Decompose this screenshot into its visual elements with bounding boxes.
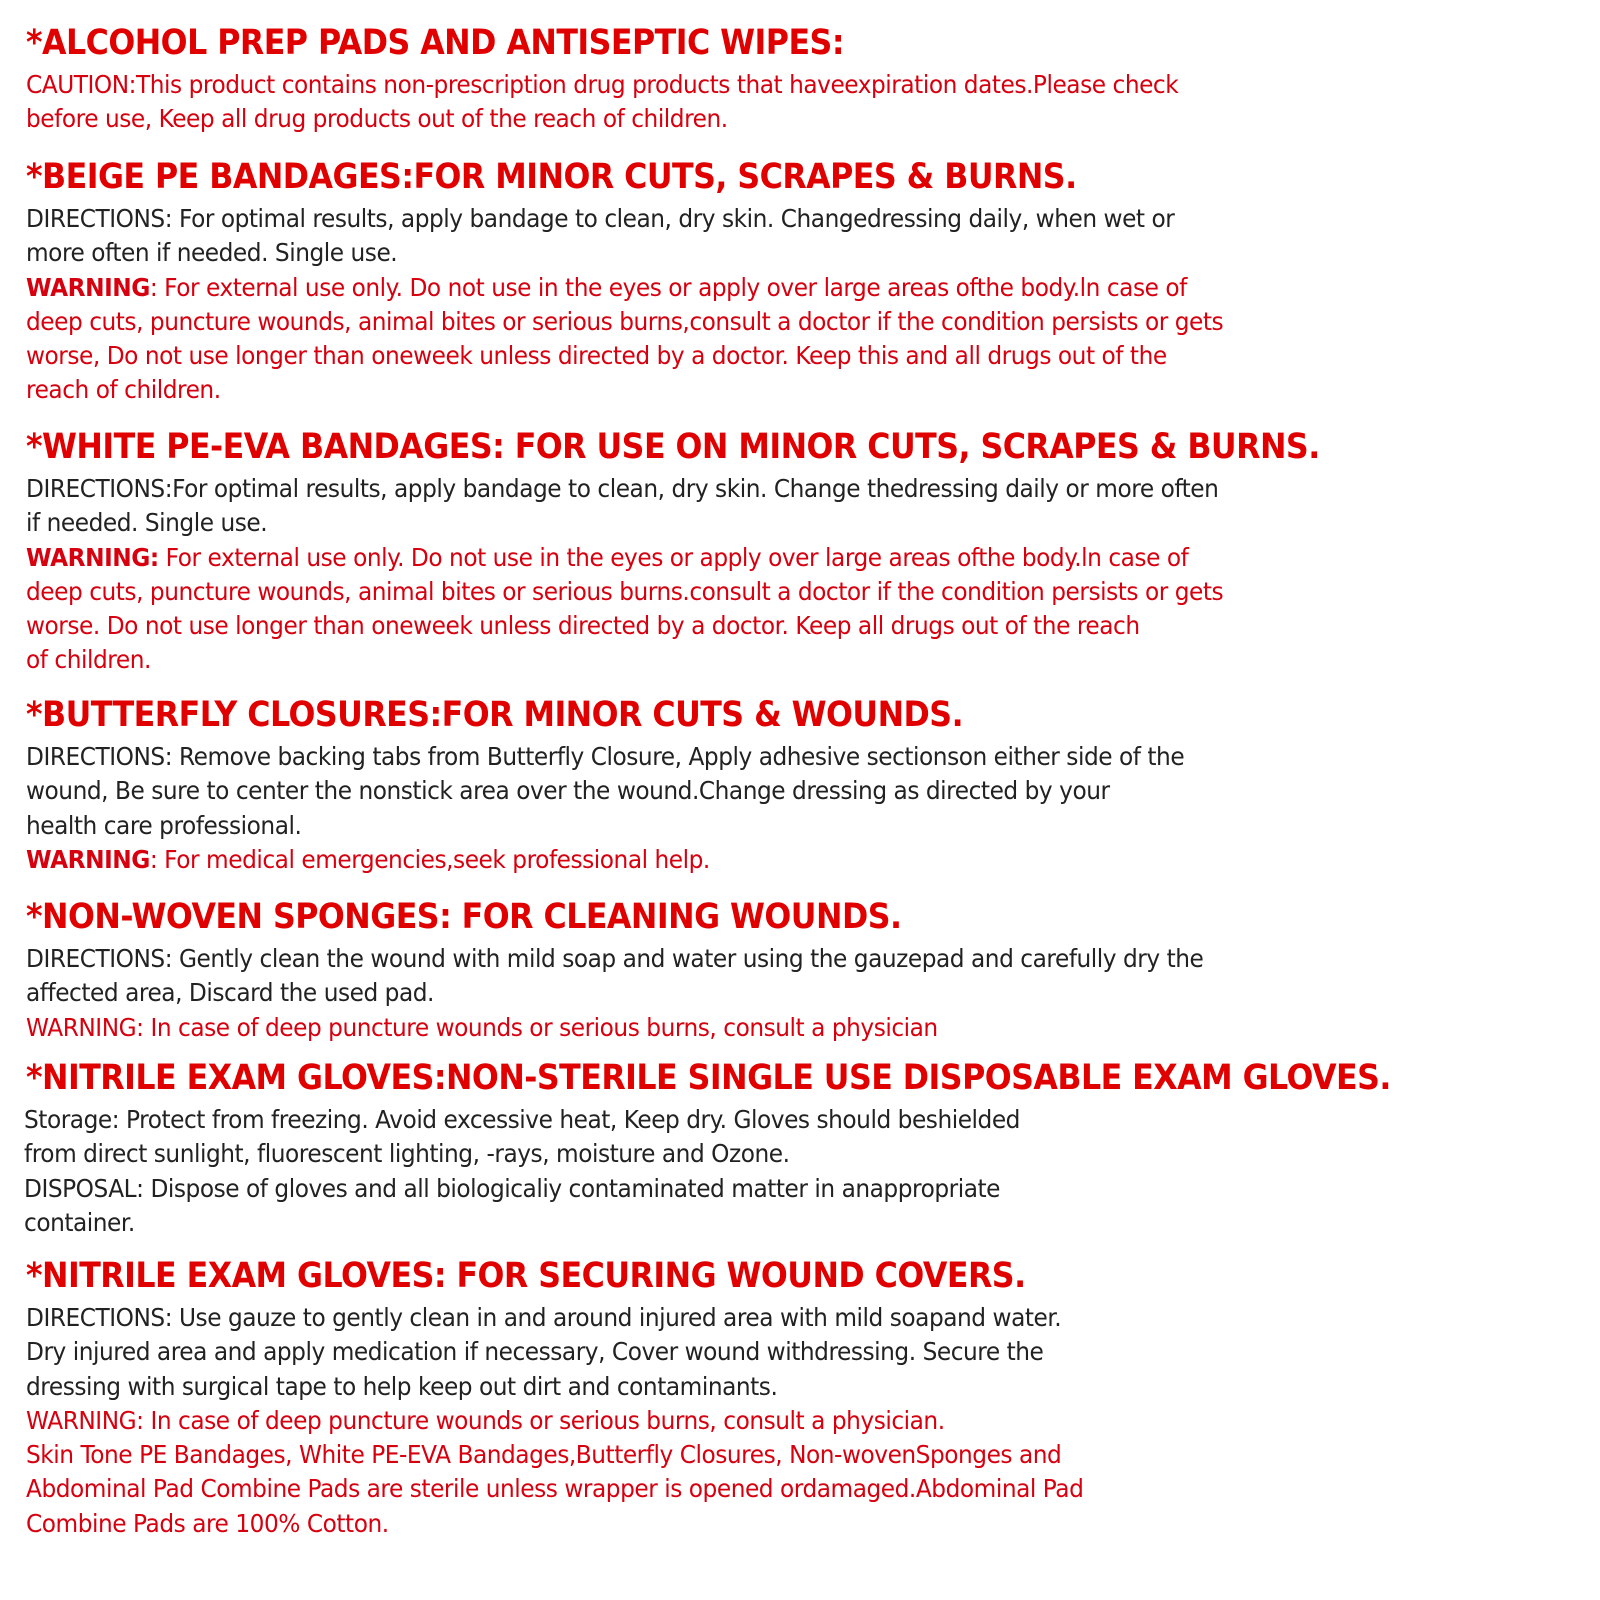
section-heading: *NITRILE EXAM GLOVES: FOR SECURING WOUND COVERS. [26,1256,1026,1296]
warning-line [26,541,1355,575]
section-nitrile-gloves-wound-covers [26,1253,1163,1541]
warning-line [26,843,1184,877]
warning-line: WARNING: In case of deep puncture wounds or serious burns, consult a physician [26,1012,938,1042]
warning-line: WARNING: In case of deep puncture wounds or serious burns, consult a physician. [26,1405,945,1435]
section-alcohol-prep-pads [26,20,1265,137]
warning-label: WARNING [26,272,150,302]
section-heading: *WHITE PE-EVA BANDAGES: FOR USE ON MINOR CUTS, SCRAPES & BURNS. [26,427,1320,467]
warning-line: deep cuts, puncture wounds, animal bites or serious burns.consult a doctor if the condition persists or gets [26,576,1224,606]
section-heading: *NON-WOVEN SPONGES: FOR CLEANING WOUNDS. [26,897,902,937]
caution-line: CAUTION:This product contains non-prescription drug products that haveexpiration dates.Please check [26,70,1179,99]
directions-line: wound, Be sure to center the nonstick area over the wound.Change dressing as directed by your [26,776,1110,806]
warning-line [26,271,1223,305]
directions-line: DIRECTIONS: For optimal results, apply bandage to clean, dry skin. Changedressing daily, when wet or [26,204,1175,233]
section-heading: *NITRILE EXAM GLOVES:NON-STERILE SINGLE USE DISPOSABLE EXAM GLOVES. [26,1058,1391,1098]
warning-line: worse, Do not use longer than oneweek unless directed by a doctor. Keep this and all drugs out of the [26,341,1167,371]
warning-line: reach of children. [26,375,221,405]
warning-line: deep cuts, puncture wounds, animal bites or serious burns,consult a doctor if the condition persists or gets [26,306,1224,336]
warning-text: For external use only. Do not use in the eyes or apply over large areas ofthe body.ln case of [158,542,1189,572]
section-heading: *BEIGE PE BANDAGES:FOR MINOR CUTS, SCRAPES & BURNS. [26,157,1077,197]
warning-line: worse. Do not use longer than oneweek unless directed by a doctor. Keep all drugs out of the reach [26,611,1140,641]
storage-line: Storage: Protect from freezing. Avoid excessive heat, Keep dry. Gloves should beshielded [24,1105,1020,1134]
section-beige-pe-bandages [26,154,1313,408]
directions-line: Dry injured area and apply medication if necessary, Cover wound withdressing. Secure the [26,1337,1044,1367]
warning-label: WARNING [26,844,150,874]
directions-line: more often if needed. Single use. [26,238,398,268]
directions-line: DIRECTIONS: Use gauze to gently clean in and around injured area with mild soapand water. [26,1303,1062,1332]
sterility-note-line: Abdominal Pad Combine Pads are sterile unless wrapper is opened ordamaged.Abdominal Pad [26,1474,1084,1504]
warning-text: : For medical emergencies,seek professional help. [149,844,710,874]
sterility-note-line: Combine Pads are 100% Cotton. [26,1508,389,1538]
warning-label: WARNING: [26,542,159,572]
section-heading: *ALCOHOL PREP PADS AND ANTISEPTIC WIPES: [26,23,844,63]
warning-line: of children. [26,645,151,675]
directions-line: DIRECTIONS: Remove backing tabs from Butterfly Closure, Apply adhesive sectionson either side of the [26,742,1185,771]
directions-line: if needed. Single use. [26,508,268,538]
section-white-pe-eva-bandages [26,424,1455,678]
sterility-note-line: Skin Tone PE Bandages, White PE-EVA Bandages,Butterfly Closures, Non-wovenSponges and [26,1440,1062,1470]
section-butterfly-closures [26,692,1271,877]
caution-line: before use, Keep all drug products out of the reach of children. [26,104,728,134]
directions-line: DIRECTIONS: Gently clean the wound with mild soap and water using the gauzepad and carefully dry the [26,944,1204,973]
warning-text: : For external use only. Do not use in the eyes or apply over large areas ofthe body.ln case of [149,272,1187,302]
disposal-line: DISPOSAL: Dispose of gloves and all biologicaliy contaminated matter in anappropriate [24,1173,1001,1203]
section-non-woven-sponges [26,894,1292,1045]
directions-line: affected area, Discard the used pad. [26,978,434,1008]
disposal-line: container. [24,1207,135,1237]
directions-line: dressing with surgical tape to help keep out dirt and contaminants. [26,1371,778,1401]
directions-line: health care professional. [26,810,302,840]
section-nitrile-gloves-non-sterile [26,1055,1534,1240]
storage-line: from direct sunlight, fluorescent lighting, -rays, moisture and Ozone. [24,1139,790,1169]
section-heading: *BUTTERFLY CLOSURES:FOR MINOR CUTS & WOUNDS. [26,695,964,735]
directions-line: DIRECTIONS:For optimal results, apply bandage to clean, dry skin. Change thedressing daily or more often [26,474,1219,503]
